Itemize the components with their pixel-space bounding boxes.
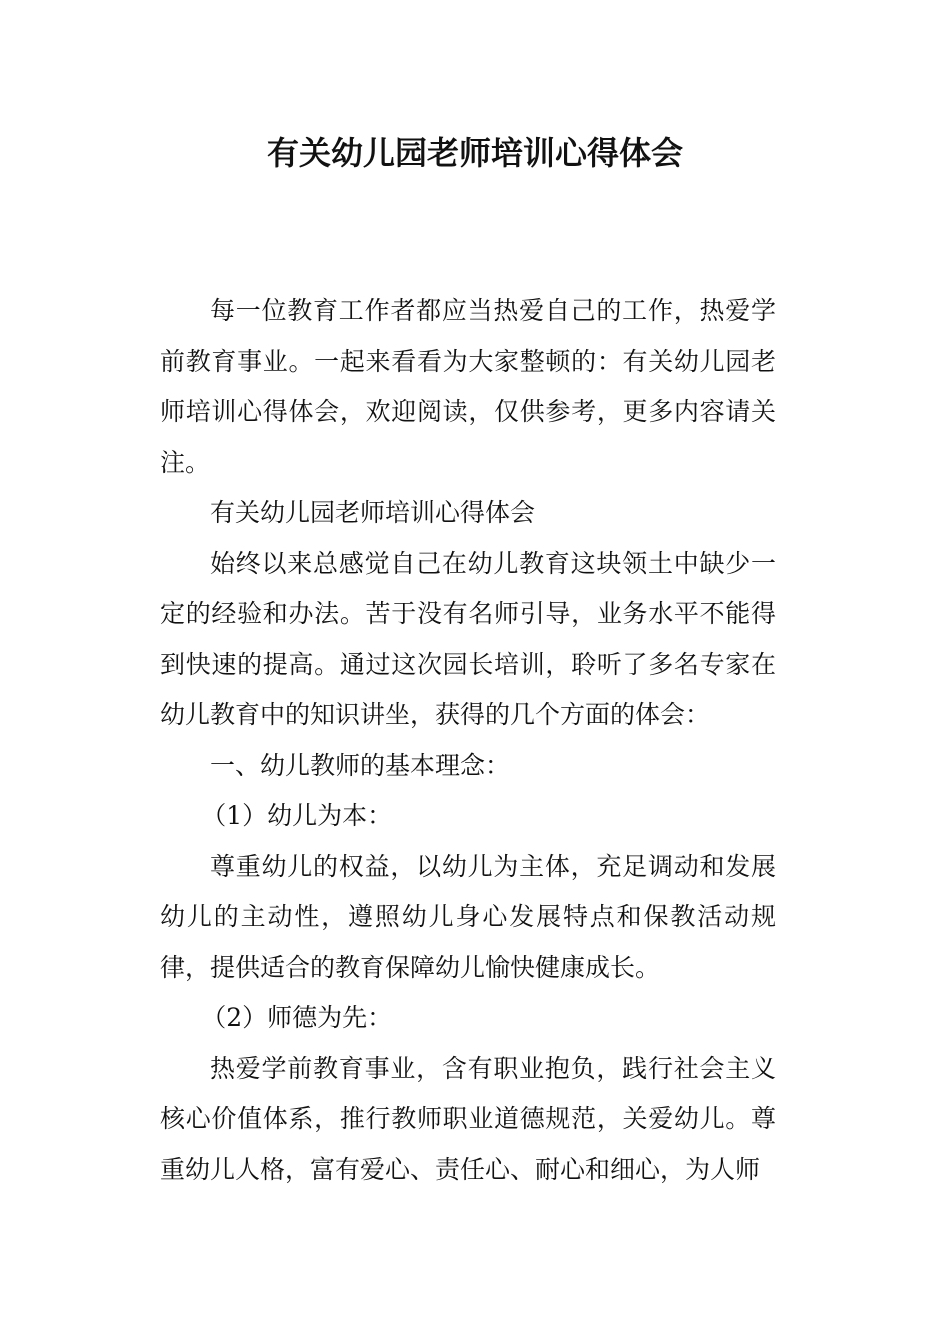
section-heading-basic-concepts: 一、幼儿教师的基本理念： bbox=[210, 750, 511, 780]
subheading-ethics-first: （2）师德为先： bbox=[201, 1003, 393, 1032]
document-body bbox=[160, 286, 776, 1195]
body-paragraph: 尊重幼儿的权益，以幼儿为主体，充足调动和发展幼儿的主动性，遵照幼儿身心发展特点和保教活动规律，提供适合的教育保障幼儿愉快健康成长。 bbox=[160, 851, 776, 982]
body-paragraph: 热爱学前教育事业，含有职业抱负，践行社会主义核心价值体系，推行教师职业道德规范，关爱幼儿。尊重幼儿人格，富有爱心、责任心、耐心和细心，为人师 bbox=[160, 1053, 776, 1184]
subheading-child-centered: （1）幼儿为本： bbox=[201, 801, 393, 830]
intro-paragraph: 每一位教育工作者都应当热爱自己的工作，热爱学前教育事业。一起来看看为大家整顿的：有关幼儿园老师培训心得体会，欢迎阅读，仅供参考，更多内容请关注。 bbox=[160, 296, 776, 477]
section-heading: 有关幼儿园老师培训心得体会 bbox=[210, 498, 536, 527]
body-paragraph: 始终以来总感觉自己在幼儿教育这块领土中缺少一定的经验和办法。苦于没有名师引导，业务水平不能得到快速的提高。通过这次园长培训，聆听了多名专家在幼儿教育中的知识讲坐，获得的几个方面的体会： bbox=[160, 548, 776, 729]
document-title: 有关幼儿园老师培训心得体会 bbox=[266, 134, 683, 172]
